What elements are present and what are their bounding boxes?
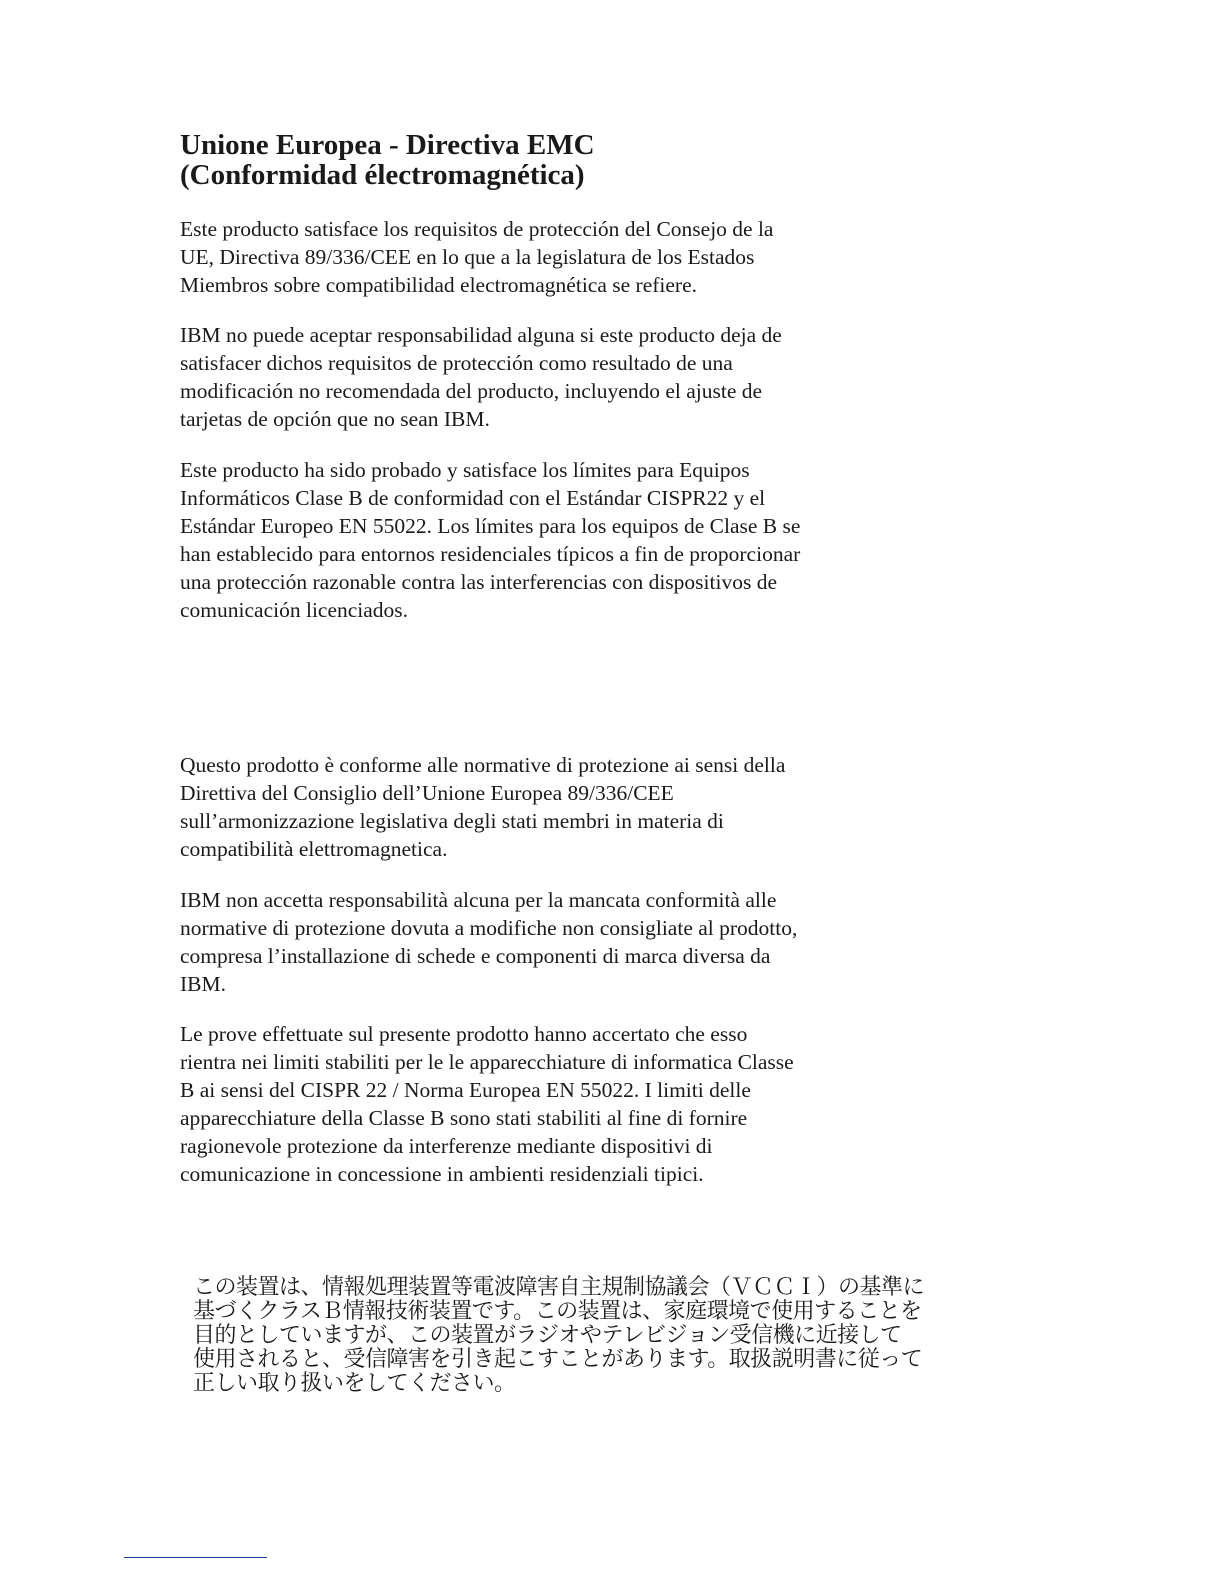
- text-line: han establecido para entornos residenciales típicos a fin de proporcionar: [180, 542, 801, 566]
- text-line: comunicación licenciados.: [180, 598, 409, 622]
- text-line: IBM non accetta responsabilità alcuna per la mancata conformità alle: [180, 888, 777, 912]
- text-line: rientra nei limiti stabiliti per le le apparecchiature di informatica Classe: [180, 1050, 794, 1074]
- text-line: B ai sensi del CISPR 22 / Norma Europea EN 55022. I limiti delle: [180, 1078, 751, 1102]
- text-line: comunicazione in concessione in ambienti residenziali tipici.: [180, 1162, 704, 1186]
- text-line: compresa l’installazione di schede e componenti di marca diversa da: [180, 944, 771, 968]
- text-line: Este producto ha sido probado y satisface los límites para Equipos: [180, 458, 750, 482]
- title-line: Unione Europea - Directiva EMC: [180, 129, 595, 161]
- text-line: Questo prodotto è conforme alle normative di protezione ai sensi della: [180, 753, 786, 777]
- text-line: una protección razonable contra las interferencias con dispositivos de: [180, 570, 777, 594]
- text-line: 正しい取り扱いをしてください。: [193, 1371, 516, 1396]
- text-line: Miembros sobre compatibilidad electromagnética se refiere.: [180, 273, 697, 297]
- italian-paragraph-3: [180, 1020, 794, 1188]
- text-line: Este producto satisface los requisitos de protección del Consejo de la: [180, 217, 774, 241]
- spanish-paragraph-1: [180, 215, 773, 299]
- footnote-divider: [124, 1557, 267, 1558]
- text-line: Informáticos Clase B de conformidad con el Estándar CISPR22 y el: [180, 486, 766, 510]
- text-line: satisfacer dichos requisitos de protección como resultado de una: [180, 351, 733, 375]
- text-line: normative di protezione dovuta a modifiche non consigliate al prodotto,: [180, 916, 798, 940]
- spanish-paragraph-3: [180, 456, 800, 624]
- title-line: (Conformidad électromagnética): [180, 159, 585, 191]
- text-line: IBM no puede aceptar responsabilidad alguna si este producto deja de: [180, 323, 782, 347]
- text-line: modificación no recomendada del producto, incluyendo el ajuste de: [180, 379, 763, 403]
- text-line: Le prove effettuate sul presente prodotto hanno accertato che esso: [180, 1022, 748, 1046]
- text-line: 目的としていますが、この装置がラジオやテレビジョン受信機に近接して: [193, 1323, 902, 1348]
- text-line: Direttiva del Consiglio dell’Unione Europea 89/336/CEE: [180, 781, 674, 805]
- text-line: compatibilità elettromagnetica.: [180, 837, 448, 861]
- text-line: この装置は、情報処理装置等電波障害自主規制協議会（ＶＣＣＩ）の基準に: [193, 1275, 925, 1300]
- text-line: UE, Directiva 89/336/CEE en lo que a la legislatura de los Estados: [180, 245, 755, 269]
- page-title: [180, 130, 595, 190]
- spanish-paragraph-2: [180, 321, 782, 433]
- text-line: Estándar Europeo EN 55022. Los límites para los equipos de Clase B se: [180, 514, 801, 538]
- japanese-vcci-notice: [193, 1276, 924, 1396]
- italian-paragraph-2: [180, 886, 797, 998]
- text-line: 使用されると、受信障害を引き起こすことがあります。取扱説明書に従って: [193, 1347, 923, 1372]
- italian-paragraph-1: [180, 751, 785, 863]
- text-line: sull’armonizzazione legislativa degli stati membri in materia di: [180, 809, 724, 833]
- text-line: IBM.: [180, 972, 226, 996]
- text-line: ragionevole protezione da interferenze mediante dispositivi di: [180, 1134, 713, 1158]
- text-line: apparecchiature della Classe B sono stati stabiliti al fine di fornire: [180, 1106, 748, 1130]
- text-line: tarjetas de opción que no sean IBM.: [180, 407, 490, 431]
- text-line: 基づくクラスＢ情報技術装置です。この装置は、家庭環境で使用することを: [193, 1299, 922, 1324]
